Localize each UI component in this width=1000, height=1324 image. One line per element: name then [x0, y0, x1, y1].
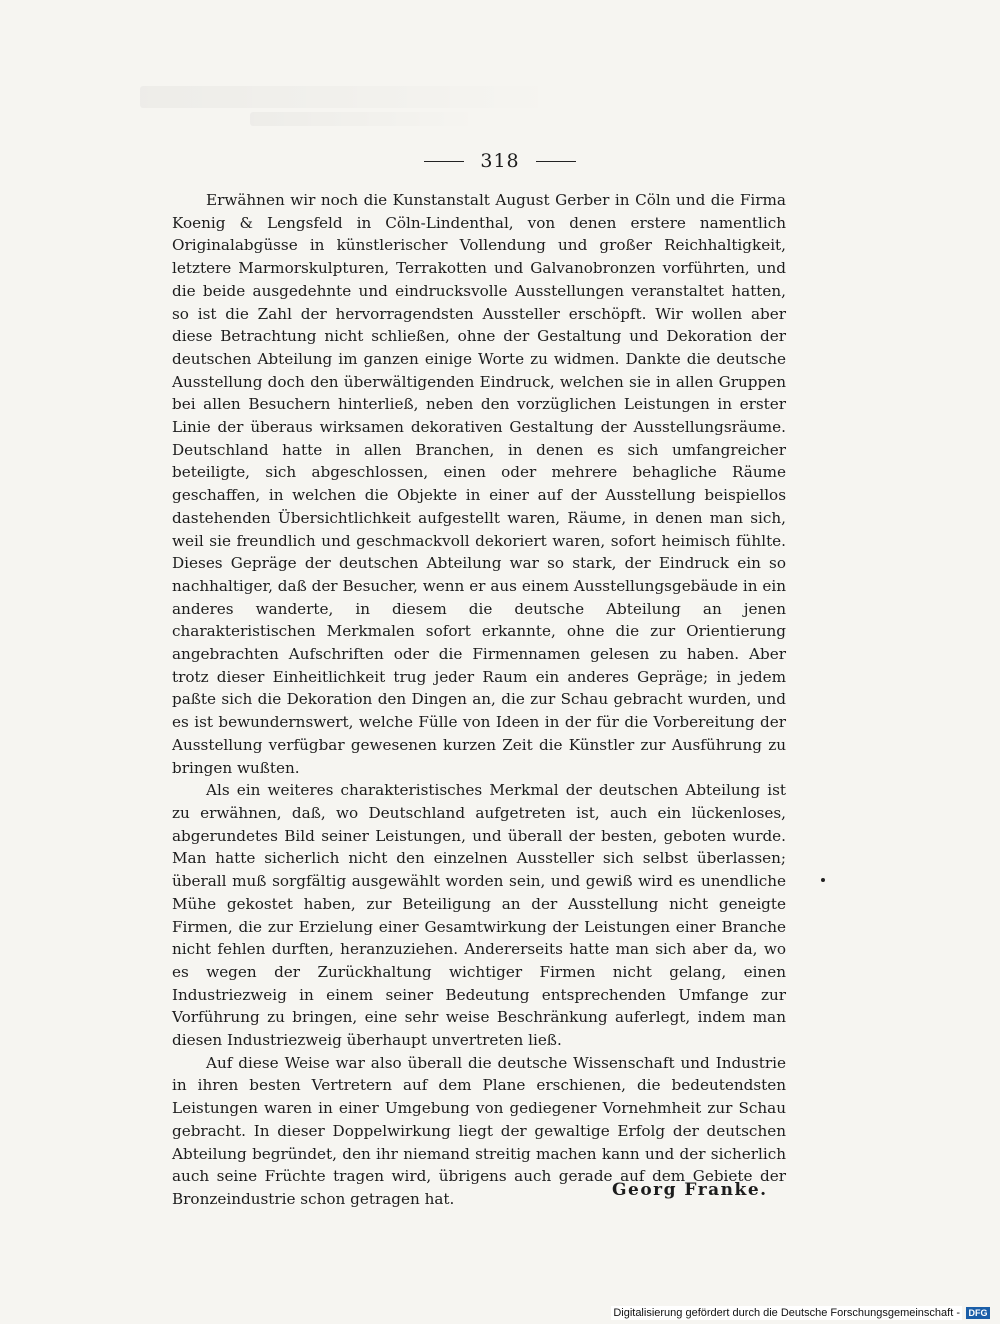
body-text: [172, 189, 786, 1211]
paragraph-2: Als ein weiteres charakteristisches Merkmal der deutschen Abteilung ist zu erwähnen, daß, wo Deutschland aufgetreten ist, auch ein lückenloses, abgerundetes Bild seiner Leistungen, und überall der besten, geboten wurde. Man hatte sicherlich nicht den einzelnen Aussteller sich selbst überlassen; überall muß sorgfältig ausgewählt worden sein, und gewiß wird es unendliche Mühe gekostet haben, zur Beteiligung an der Ausstellung nicht geneigte Firmen, die zur Erzielung einer Gesamtwirkung der Leistungen einer Branche nicht fehlen durften, heranzuziehen. Andererseits hatte man sich aber da, wo es wegen der Zurückhaltung wichtiger Firmen nicht gelang, einen Industriezweig in einem seiner Bedeutung entsprechenden Umfange zur Vorführung zu bringen, eine sehr weise Beschränkung auferlegt, indem man diesen Industriezweig überhaupt unvertreten ließ.: [172, 781, 786, 1050]
footer-credit: Digitalisierung gefördert durch die Deutsche Forschungsgemeinschaft -: [613, 1307, 960, 1319]
paragraph-1: Erwähnen wir noch die Kunstanstalt August Gerber in Cöln und die Firma Koenig & Lengsfeld in Cöln-Lindenthal, von denen erstere namentlich Originalabgüsse in künstlerischer Vollendung und großer Reichhaltigkeit, letztere Marmorskulpturen, Terrakotten und Galvanobronzen vorführten, und die beide ausgedehnte und eindrucksvolle Ausstellungen veranstaltet hatten, so ist die Zahl der hervorragendsten Aussteller erschöpft. Wir wollen aber diese Betrachtung nicht schließen, ohne der Gestaltung und Dekoration der deutschen Abteilung im ganzen einige Worte zu widmen. Dankte die deutsche Ausstellung doch den überwältigenden Eindruck, welchen sie in allen Gruppen bei allen Besuchern hinterließ, neben den vorzüglichen Leistungen in erster Linie der überaus wirksamen dekorativen Gestaltung der Ausstellungsräume. Deutschland hatte in allen Branchen, in denen es sich umfangreicher beteiligte, sich abgeschlossen, einen oder mehrere behagliche Räume geschaffen, in welchen die Objekte in einer auf der Ausstellung beispiellos dastehenden Übersichtlichkeit aufgestellt waren, Räume, in denen man sich, weil sie freundlich und geschmackvoll dekoriert waren, sofort heimisch fühlte. Dieses Gepräge der deutschen Abteilung war so stark, der Eindruck ein so nachhaltiger, daß der Besucher, wenn er aus einem Ausstellungsgebäude in ein anderes wanderte, in diesem die deutsche Abteilung an jenen charakteristischen Merkmalen sofort erkannte, ohne die zur Orientierung angebrachten Aufschriften oder die Firmennamen gelesen zu haben. Aber trotz dieser Einheitlichkeit trug jeder Raum ein anderes Gepräge; in jedem paßte sich die Dekoration den Dingen an, die zur Schau gebracht wurden, und es ist bewundernswert, welche Fülle von Ideen in der für die Vorbereitung der Ausstellung verfügbar gewesenen kurzen Zeit die Künstler zur Ausführung zu bringen wußten.: [172, 191, 786, 777]
digitization-footer: [611, 1306, 990, 1320]
author-signature: Georg Franke.: [612, 1180, 768, 1200]
dash-right: [536, 161, 576, 162]
ink-speck: [821, 878, 825, 882]
dfg-logo-icon: DFG: [966, 1307, 990, 1319]
show-through-mark: [250, 112, 480, 126]
paragraph-3: Auf diese Weise war also überall die deutsche Wissenschaft und Industrie in ihren besten Vertretern auf dem Plane erschienen, die bedeutendsten Leistungen waren in einer Umgebung von gediegener Vornehmheit zur Schau gebracht. In dieser Doppelwirkung liegt der gewaltige Erfolg der deutschen Abteilung begründet, den ihr niemand streitig machen kann und der sicherlich auch seine Früchte tragen wird, übrigens auch gerade auf dem Gebiete der Bronzeindustrie schon getragen hat.: [172, 1053, 786, 1208]
show-through-mark: [140, 86, 560, 108]
dash-left: [424, 161, 464, 162]
page-number-value: 318: [480, 150, 520, 172]
page-number: [0, 150, 1000, 172]
